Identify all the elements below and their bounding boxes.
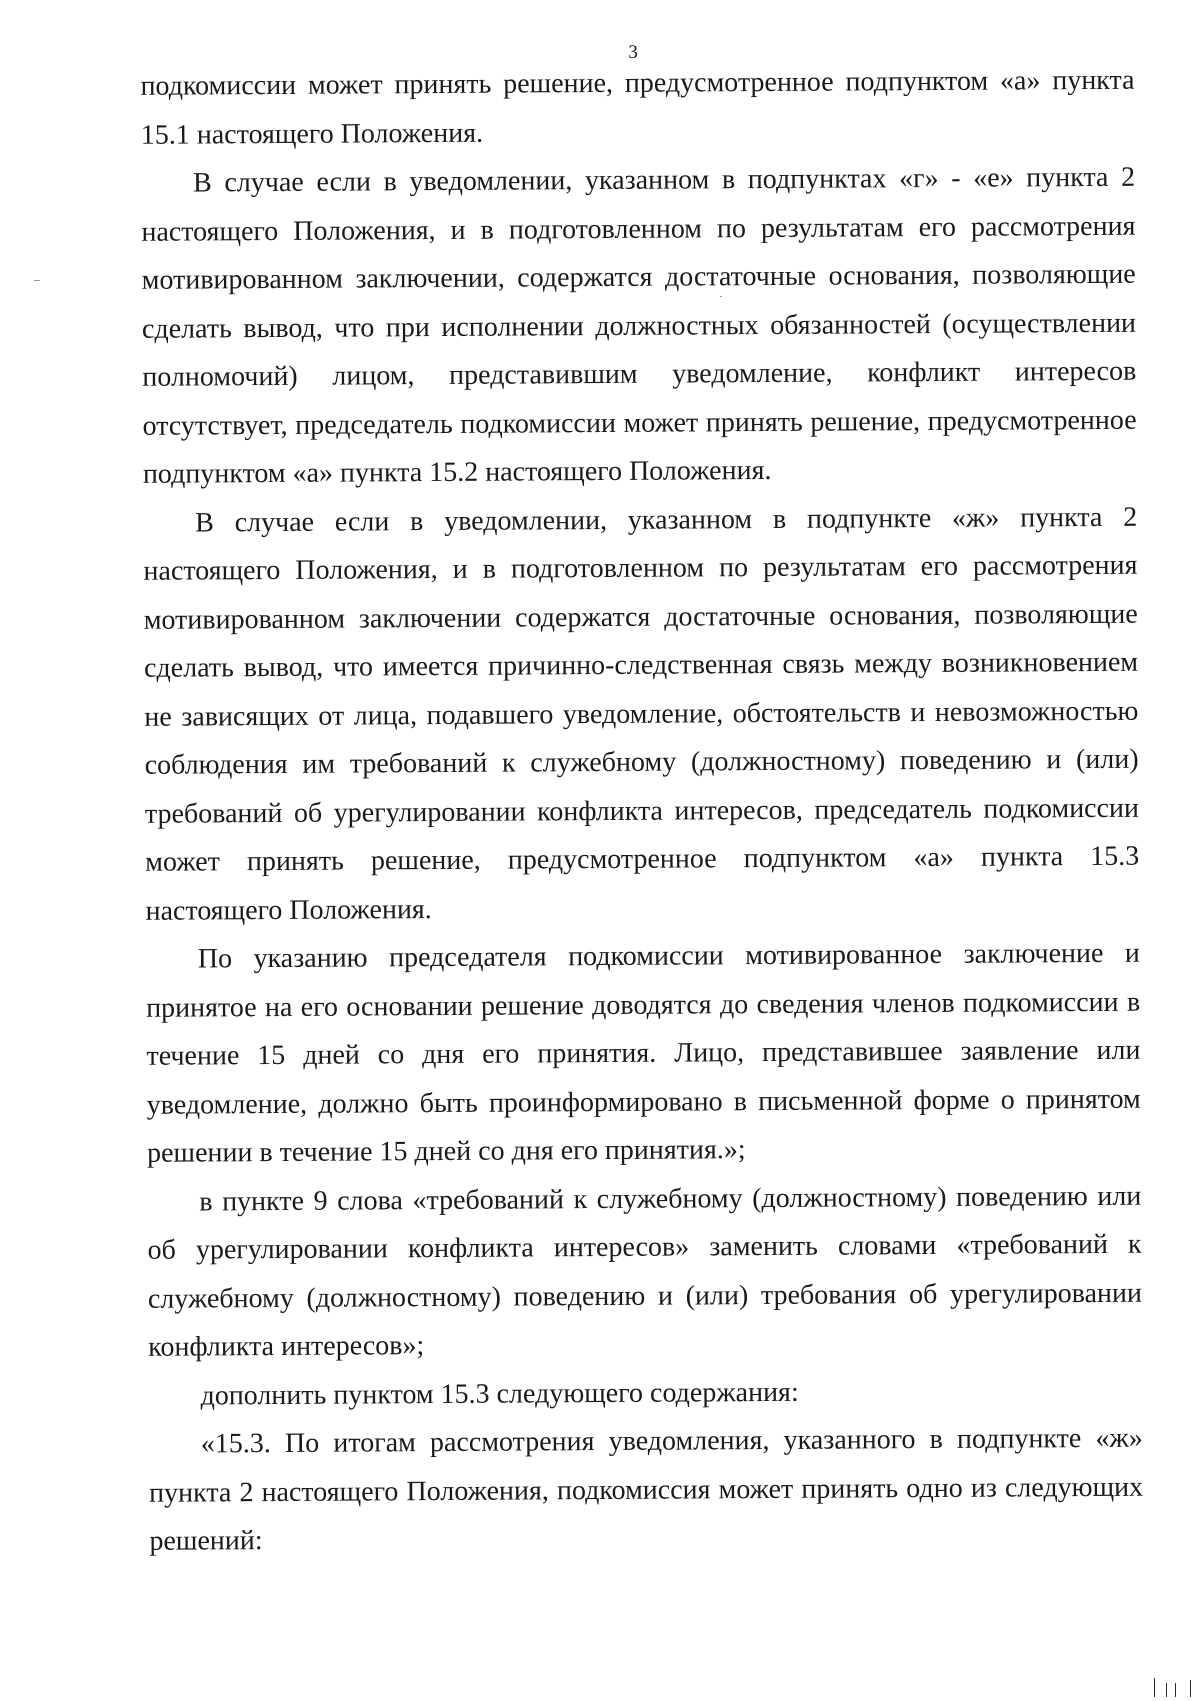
paragraph-clause-15-3: «15.3. По итогам рассмотрения уведомления, указанного в подпункте «ж» пункта 2 настоящего Положения, подкомиссия может принять одно из следующих решений: [149, 1422, 1144, 1557]
scan-edge-mark [1190, 1680, 1191, 1697]
scan-speck [34, 280, 40, 281]
paragraph-notice-zh: В случае если в уведомлении, указанном в подпункте «ж» пункта 2 настоящего Положения, и в подготовленном по результатам его рассмотрения мотивированном заключении содержатся достаточные основания, позволяющие сделать вывод, что имеется причинно-следственная связь между возникновением не зависящих от лица, подавшего уведомление, обстоятельств и невозможностью соблюдения им требований к служебному (должностному) поведению и (или) требований об урегулировании конфликта интересов, председатель подкомиссии может принять решение, предусмотренное подпунктом «а» пункта 15.3 настоящего Положения. [143, 501, 1140, 927]
document-body [140, 57, 1143, 1567]
paragraph-chairman-instruction: По указанию председателя подкомиссии мотивированное заключение и принятое на его основании решение доводятся до сведения членов подкомиссии в течение 15 дней со дня его принятия. Лицо, представившее заявление или уведомление, должно быть проинформировано в письменной форме о принятом решении в течение 15 дней со дня его принятия.»; [146, 937, 1141, 1169]
scan-edge-mark [1175, 1683, 1176, 1697]
paragraph-continuation: подкомиссии может принять решение, предусмотренное подпунктом «а» пункта 15.1 настоящего Положения. [140, 64, 1135, 151]
paragraph-clause-9-amendment: в пункте 9 слова «требований к служебному (должностному) поведению или об урегулировании конфликта интересов» заменить словами «требований к служебному (должностному) поведению и (или) требования об урегулировании конфликта интересов»; [147, 1180, 1143, 1363]
paragraph-add-clause-15-3: дополнить пунктом 15.3 следующего содержания: [200, 1376, 799, 1411]
scan-speck [720, 296, 722, 297]
page-number: 3 [628, 41, 638, 63]
scan-edge-mark [1166, 1683, 1167, 1697]
scan-edge-mark [1154, 1678, 1155, 1697]
paragraph-notice-g-e: В случае если в уведомлении, указанном в подпунктах «г» - «е» пункта 2 настоящего Положения, и в подготовленном по результатам его рассмотрения мотивированном заключении, содержатся достаточные основания, позволяющие сделать вывод, что при исполнении должностных обязанностей (осуществлении полномочий) лицом, представившим уведомление, конфликт интересов отсутствует, председатель подкомиссии может принять решение, предусмотренное подпунктом «а» пункта 15.2 настоящего Положения. [141, 161, 1137, 490]
